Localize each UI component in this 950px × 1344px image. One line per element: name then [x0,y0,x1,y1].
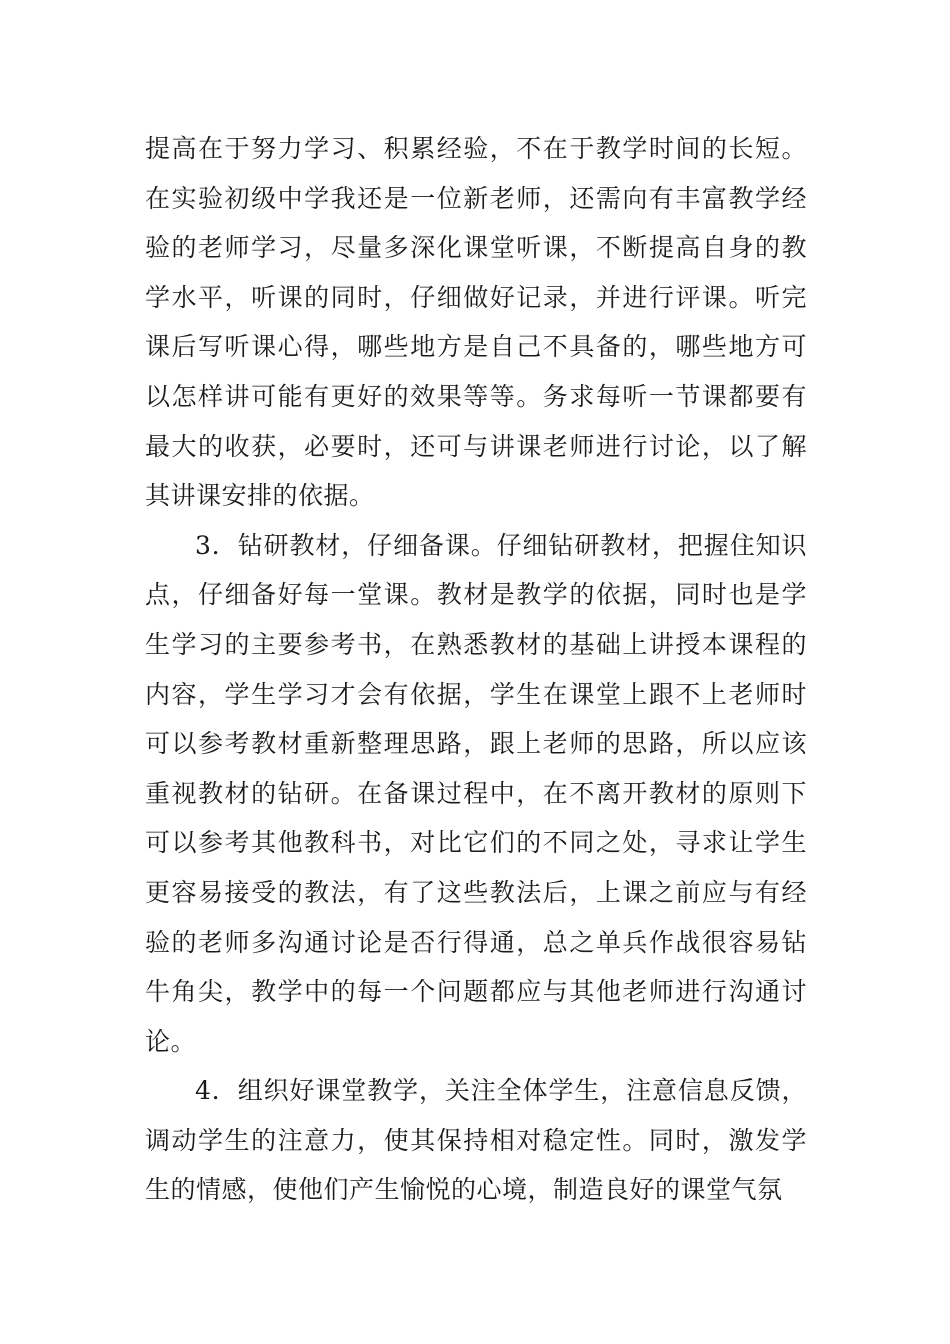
paragraph-continued: 提高在于努力学习、积累经验，不在于教学时间的长短。在实验初级中学我还是一位新老师，还需向有丰富教学经验的老师学习，尽量多深化课堂听课，不断提高自身的教学水平，听课的同时，仔细做好记录，并进行评课。听完课后写听课心得，哪些地方是自己不具备的，哪些地方可以怎样讲可能有更好的效果等等。务求每听一节课都要有最大的收获，必要时，还可与讲课老师进行讨论，以了解其讲课安排的依据。 [145,134,807,511]
document-body [145,124,807,1215]
paragraph-item-4: 4．组织好课堂教学，关注全体学生，注意信息反馈，调动学生的注意力，使其保持相对稳定性。同时，激发学生的情感，使他们产生愉悦的心境，制造良好的课堂气氛 [145,1076,807,1205]
paragraph-item-3: 3．钻研教材，仔细备课。仔细钻研教材，把握住知识点，仔细备好每一堂课。教材是教学的依据，同时也是学生学习的主要参考书，在熟悉教材的基础上讲授本课程的内容，学生学习才会有依据，学生在课堂上跟不上老师时可以参考教材重新整理思路，跟上老师的思路，所以应该重视教材的钻研。在备课过程中，在不离开教材的原则下可以参考其他教科书，对比它们的不同之处，寻求让学生更容易接受的教法，有了这些教法后，上课之前应与有经验的老师多沟通讨论是否行得通，总之单兵作战很容易钻牛角尖，教学中的每一个问题都应与其他老师进行沟通讨论。 [145,530,807,1056]
